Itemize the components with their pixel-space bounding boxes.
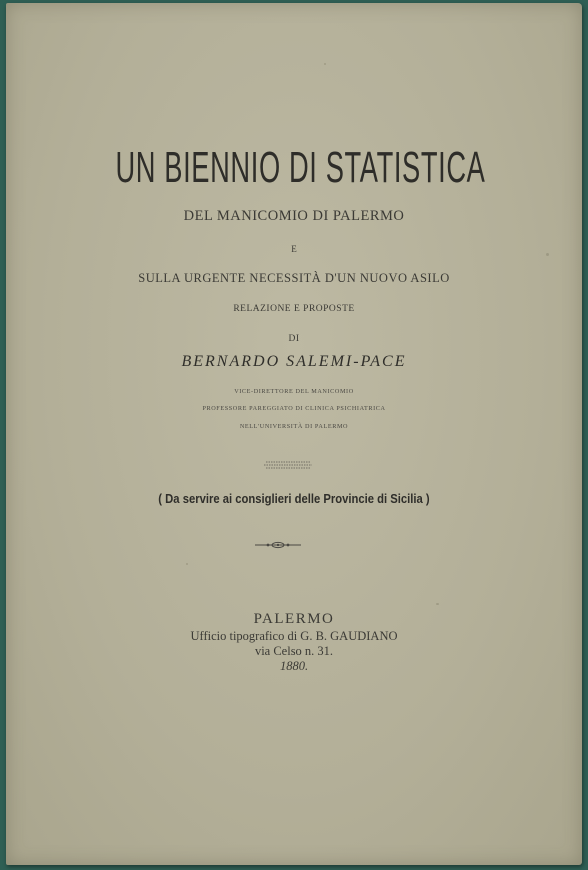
pamphlet-cover (6, 3, 582, 865)
conjunction: E (291, 244, 297, 254)
paper-speck (186, 563, 188, 565)
author-affiliation: NELL'UNIVERSITÀ DI PALERMO (239, 423, 349, 430)
paper-speck (324, 63, 326, 65)
imprint-address: via Celso n. 31. (254, 644, 334, 658)
cover-title: UN BIENNIO DI STATISTICA (115, 143, 486, 192)
author-affiliation: VICE-DIRETTORE DEL MANICOMIO (234, 388, 354, 395)
author-affiliation: PROFESSORE PAREGGIATO DI CLINICA PSICHIATRICA (202, 405, 386, 412)
paper-speck (436, 603, 439, 605)
cover-subtitle-2: SULLA URGENTE NECESSITÀ D'UN NUOVO ASILO (138, 271, 450, 285)
author-name: BERNARDO SALEMI-PACE (181, 353, 407, 370)
ornament-flourish-icon (253, 540, 303, 550)
ornament-rule-icon (263, 459, 313, 471)
cover-note: ( Da servire ai consiglieri delle Provincie di Sicilia ) (158, 492, 430, 506)
imprint-city: PALERMO (253, 611, 335, 627)
imprint-printer: Ufficio tipografico di G. B. GAUDIANO (190, 629, 398, 643)
imprint-year: 1880. (279, 659, 309, 673)
by-label: DI (288, 334, 300, 344)
report-label: RELAZIONE E PROPOSTE (233, 304, 355, 314)
cover-subtitle: DEL MANICOMIO DI PALERMO (183, 208, 405, 224)
